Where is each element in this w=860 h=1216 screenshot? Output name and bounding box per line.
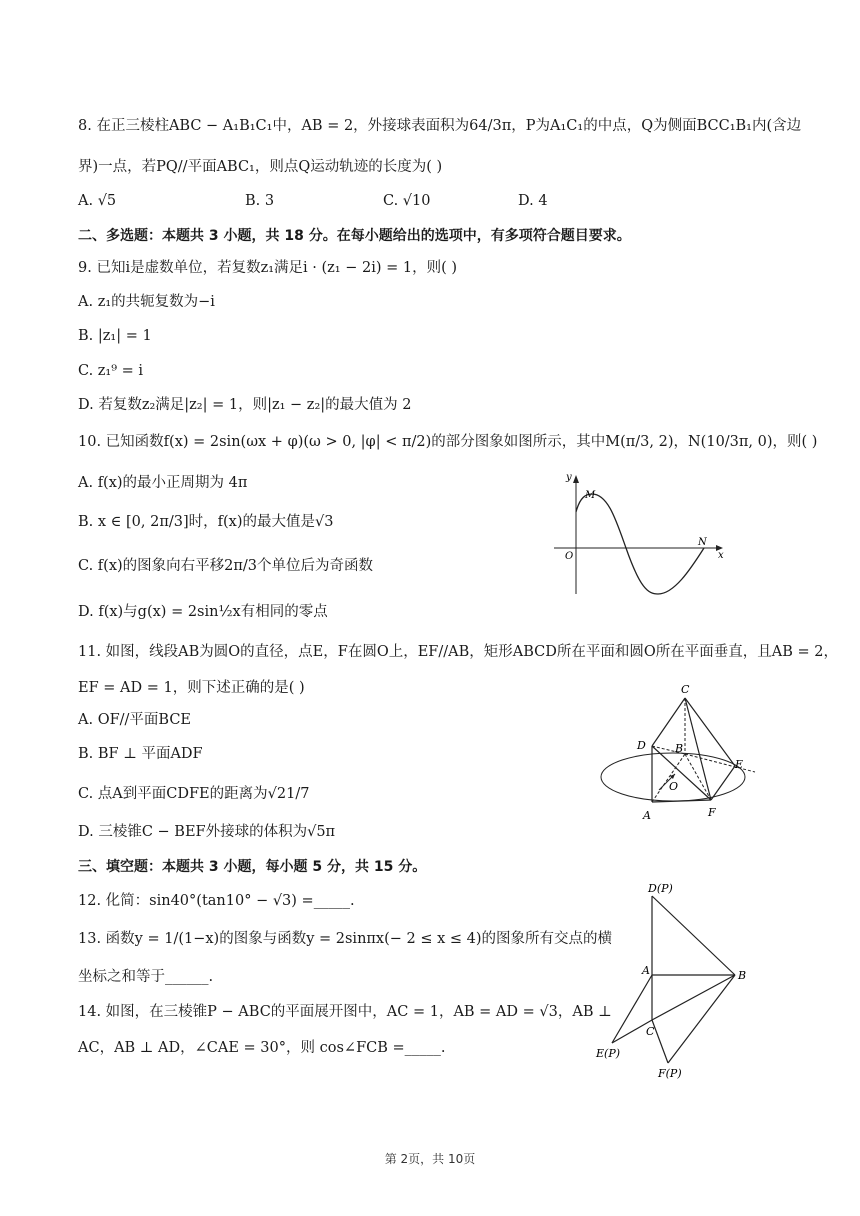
label-c: C bbox=[646, 1025, 655, 1038]
label-b: B bbox=[675, 742, 684, 755]
q9-option-b: B. |z₁| = 1 bbox=[78, 328, 152, 344]
q13-line1: 13. 函数y = 1/(1−x)的图象与函数y = 2sinπx(− 2 ≤ x ≤ 4)的图象所有交点的横 bbox=[78, 931, 613, 947]
q14-line1: 14. 如图，在三棱锥P − ABC的平面展开图中，AC = 1，AB = AD = √3，AB ⊥ bbox=[78, 1004, 612, 1020]
label-fp: F(P) bbox=[658, 1067, 682, 1080]
q9-stem: 9. 已知i是虚数单位，若复数z₁满足i · (z₁ − 2i) = 1，则( ) bbox=[78, 260, 458, 276]
label-ep: E(P) bbox=[596, 1047, 621, 1060]
edge-be bbox=[685, 754, 755, 772]
q11-line2: EF = AD = 1，则下述正确的是( ) bbox=[78, 680, 305, 696]
edge-cf bbox=[685, 698, 711, 800]
q10-option-d: D. f(x)与g(x) = 2sin½x有相同的零点 bbox=[78, 604, 328, 620]
section-3-heading: 三、填空题：本题共 3 小题，每小题 5 分，共 15 分。 bbox=[78, 859, 427, 875]
q10-option-c: C. f(x)的图象向右平移2π/3个单位后为奇函数 bbox=[78, 558, 374, 574]
q13-line2: 坐标之和等于______. bbox=[78, 969, 214, 985]
q10-sine-figure bbox=[548, 470, 748, 600]
q10-option-b: B. x ∈ [0, 2π/3]时，f(x)的最大值是√3 bbox=[78, 514, 334, 530]
label-a: A bbox=[643, 809, 651, 822]
point-n-label: N bbox=[698, 537, 707, 548]
q11-solid-figure bbox=[595, 682, 765, 822]
y-axis-arrow bbox=[573, 475, 579, 483]
q11-option-d: D. 三棱锥C − BEF外接球的体积为√5π bbox=[78, 824, 336, 840]
origin-label: O bbox=[565, 551, 574, 562]
label-a: A bbox=[642, 964, 650, 977]
sine-curve bbox=[576, 494, 704, 594]
q8-option-c: C. √10 bbox=[383, 193, 431, 209]
seg-c-b bbox=[652, 975, 735, 1020]
q9-option-a: A. z₁的共轭复数为−i bbox=[78, 294, 215, 310]
label-d: D bbox=[637, 739, 646, 752]
q8-option-d: D. 4 bbox=[518, 193, 548, 209]
edge-ef bbox=[711, 766, 735, 800]
q10-stem: 10. 已知函数f(x) = 2sin(ωx + φ)(ω > 0, |φ| < π/2)的部分图象如图所示，其中M(π/3, 2)，N(10/3π, 0)，则( ) bbox=[78, 434, 818, 450]
label-e: E bbox=[735, 758, 744, 771]
q8-line2: 界)一点，若PQ//平面ABC₁，则点Q运动轨迹的长度为( ) bbox=[78, 159, 443, 175]
q12-stem: 12. 化简：sin40°(tan10° − √3) =_____. bbox=[78, 893, 355, 909]
q11-line1: 11. 如图，线段AB为圆O的直径，点E，F在圆O上，EF//AB，矩形ABCD所在平面和圆O所在平面垂直，且AB = 2， bbox=[78, 644, 838, 660]
q8-line1: 8. 在正三棱柱ABC − A₁B₁C₁中，AB = 2，外接球表面积为64/3π，P为A₁C₁的中点，Q为侧面BCC₁B₁内(含边 bbox=[78, 118, 802, 134]
seg-dp-b bbox=[652, 896, 735, 975]
label-f: F bbox=[708, 806, 716, 819]
q11-option-b: B. BF ⊥ 平面ADF bbox=[78, 746, 203, 762]
x-axis-label: x bbox=[718, 550, 724, 561]
label-b: B bbox=[738, 969, 747, 982]
page-footer: 第 2页，共 10页 bbox=[384, 1152, 476, 1166]
q11-option-c: C. 点A到平面CDFE的距离为√21/7 bbox=[78, 786, 310, 802]
section-2-heading: 二、多选题：本题共 3 小题，共 18 分。在每小题给出的选项中，有多项符合题目要求。 bbox=[78, 228, 631, 244]
seg-fp-b bbox=[668, 975, 735, 1063]
point-m-label: M bbox=[585, 490, 596, 501]
q8-option-a: A. √5 bbox=[78, 193, 117, 209]
edge-dc bbox=[652, 698, 685, 746]
label-o: O bbox=[669, 780, 679, 793]
q14-line2: AC，AB ⊥ AD，∠CAE = 30°，则 cos∠FCB =_____. bbox=[78, 1040, 446, 1056]
label-dp: D(P) bbox=[648, 882, 673, 895]
q8-option-b: B. 3 bbox=[245, 193, 275, 209]
label-c: C bbox=[681, 683, 690, 696]
q9-option-d: D. 若复数z₂满足|z₂| = 1，则|z₁ − z₂|的最大值为 2 bbox=[78, 397, 412, 413]
q14-net-figure bbox=[590, 878, 760, 1088]
q9-option-c: C. z₁⁹ = i bbox=[78, 363, 144, 379]
y-axis-label: y bbox=[566, 472, 572, 483]
edge-bf bbox=[685, 754, 711, 800]
q11-option-a: A. OF//平面BCE bbox=[78, 712, 192, 728]
q10-option-a: A. f(x)的最小正周期为 4π bbox=[78, 475, 248, 491]
